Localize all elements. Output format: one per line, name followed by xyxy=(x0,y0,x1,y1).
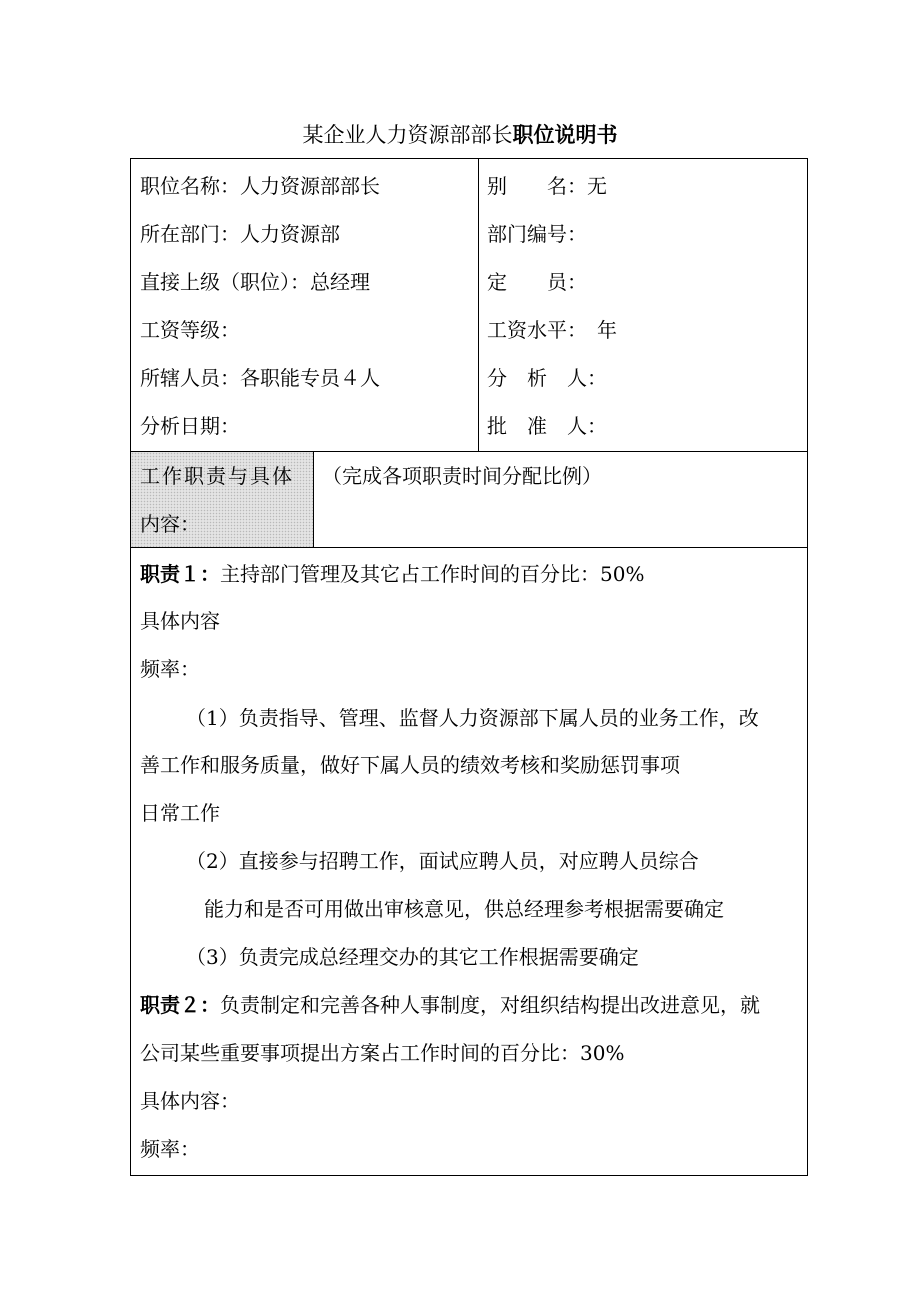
duty1-item1-line1: （1）负责指导、管理、监督人力资源部下属人员的业务工作，改 xyxy=(186,706,759,730)
analyst-field: 分 析 人： xyxy=(487,366,607,390)
duty1-content-label: 具体内容 xyxy=(140,609,220,633)
duty1-item2-line1: （2）直接参与招聘工作，面试应聘人员，对应聘人员综合 xyxy=(186,849,699,873)
headcount-field: 定 员： xyxy=(487,270,587,294)
duties-header-divider xyxy=(313,451,314,548)
duty1-item3: （3）负责完成总经理交办的其它工作根据需要确定 xyxy=(186,945,639,969)
duty2-content-label: 具体内容： xyxy=(140,1089,240,1113)
approver-field: 批 准 人： xyxy=(487,414,607,438)
duty2-label: 职责２： xyxy=(140,993,220,1017)
duty2-frequency-label: 频率： xyxy=(140,1137,200,1161)
info-divider xyxy=(478,158,479,452)
duty1-item2-line2: 能力和是否可用做出审核意见，供总经理参考根据需要确定 xyxy=(204,897,724,921)
duty1-frequency-label: 频率： xyxy=(140,657,200,681)
duty1-item1-frequency: 日常工作 xyxy=(140,801,220,825)
analysis-date-field: 分析日期： xyxy=(140,414,240,438)
duties-header-label-line1: 工作职责与具体 xyxy=(140,464,294,488)
department-code-field: 部门编号： xyxy=(487,222,587,246)
salary-level-field: 工资水平： 年 xyxy=(487,318,617,342)
duties-header-label-line2: 内容： xyxy=(140,512,200,536)
alias-field: 别 名：无 xyxy=(487,174,607,198)
info-table xyxy=(130,158,808,452)
page-title xyxy=(0,120,920,150)
duty2-title xyxy=(140,991,760,1019)
duty2-text-line1: 负责制定和完善各种人事制度，对组织结构提出改进意见，就 xyxy=(220,993,760,1017)
duty1-item1-line2: 善工作和服务质量，做好下属人员的绩效考核和奖励惩罚事项 xyxy=(140,753,680,777)
duty2-text-line2: 公司某些重要事项提出方案占工作时间的百分比：30% xyxy=(140,1041,625,1065)
title-bold: 职位说明书 xyxy=(512,122,618,147)
salary-grade-field: 工资等级： xyxy=(140,318,240,342)
duty1-text: 主持部门管理及其它占工作时间的百分比：50% xyxy=(220,562,645,586)
duty1-label: 职责１： xyxy=(140,562,220,586)
job-title-field: 职位名称：人力资源部部长 xyxy=(140,174,380,198)
duties-header-note: （完成各项职责时间分配比例） xyxy=(322,464,602,488)
title-normal: 某企业人力资源部部长 xyxy=(302,123,513,147)
subordinates-field: 所辖人员：各职能专员４人 xyxy=(140,366,380,390)
direct-superior-field: 直接上级（职位）：总经理 xyxy=(140,270,370,294)
duty1-title xyxy=(140,560,644,588)
department-field: 所在部门：人力资源部 xyxy=(140,222,340,246)
